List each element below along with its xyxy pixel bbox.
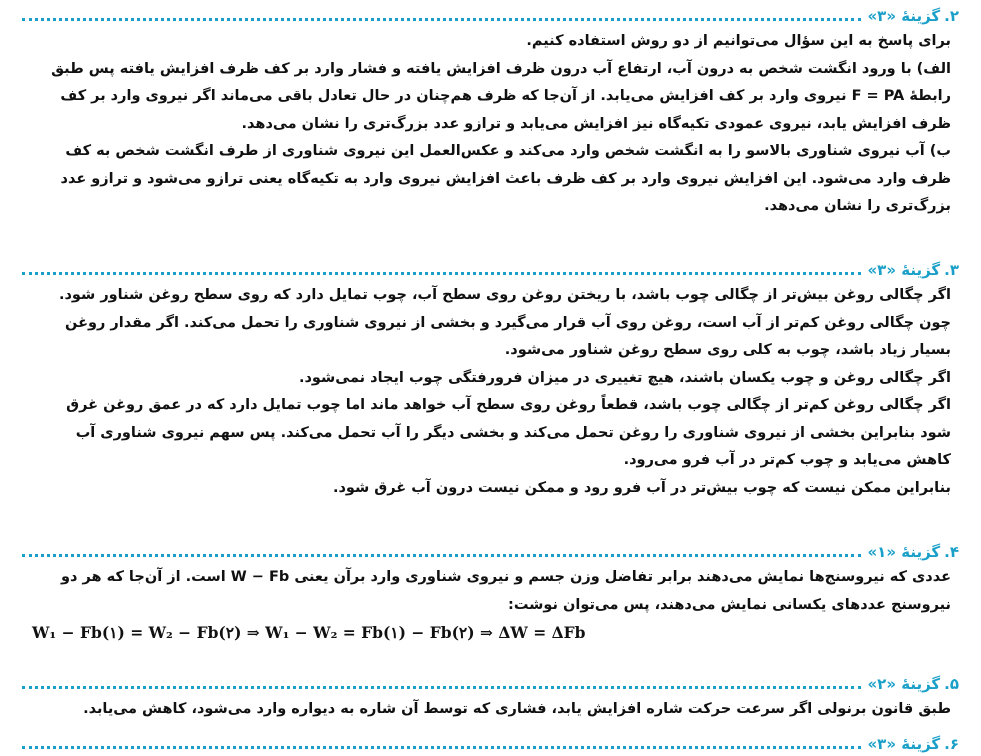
section-header <box>22 732 959 756</box>
question-number: ۲. <box>944 7 959 25</box>
text-line: طبق قانون برنولی اگر سرعت حرکت شاره افزایش یابد، فشاری که توسط آن شاره به دیواره وارد می‌شود، کاهش می‌یابد. <box>83 701 951 717</box>
text-line: اگر چگالی روغن و چوب یکسان باشند، هیچ تغییری در میزان فرورفتگی چوب ایجاد نمی‌شود. <box>298 369 951 386</box>
text-line: بسیار زیاد باشد، چوب به کلی روی سطح روغن شناور می‌شود. <box>504 342 951 358</box>
question-number: ۶. <box>944 735 959 753</box>
dotted-divider <box>22 686 861 689</box>
section-body <box>22 564 959 619</box>
text-line: چون چگالی روغن کم‌تر از آب است، روغن روی آب قرار می‌گیرد و بخشی از نیروی شناوری را تحمل می‌کند. اگر مقدار روغن <box>65 314 951 331</box>
section-header <box>22 540 959 564</box>
answer-section-2 <box>22 4 959 221</box>
text-line: ظرف وارد می‌شود. این افزایش نیروی وارد بر کف ظرف باعث افزایش نیروی وارد به تکیه‌گاه یعنی ترازو می‌شود و ترازو عدد <box>60 170 951 187</box>
dotted-divider <box>22 746 861 749</box>
text-line: نیروسنج عددهای یکسانی نمایش می‌دهند، پس می‌توان نوشت: <box>508 596 951 613</box>
text-line: ب) آب نیروی شناوری بالاسو را به انگشت شخص وارد می‌کند و عکس‌العمل این نیروی شناوری از طرف انگشت شخص به کف <box>65 143 951 159</box>
answer-section-3 <box>22 258 959 502</box>
text-line: کاهش می‌یابد و چوب کم‌تر در آب فرو می‌رود. <box>623 452 951 468</box>
answer-section-5 <box>22 672 959 724</box>
text-line: اگر چگالی روغن کم‌تر از چگالی چوب باشد، قطعاً روغن روی سطح آب خواهد ماند اما چوب تمایل دارد که در عمق روغن غرق <box>66 397 951 413</box>
text-line: الف) با ورود انگشت شخص به درون آب، ارتفاع آب درون ظرف افزایش یافته و فشار وارد بر کف ظرف افزایش یافته پس طبق <box>51 60 951 77</box>
text-line: عددی که نیروسنج‌ها نمایش می‌دهند برابر تفاضل وزن جسم و نیروی شناوری وارد برآن یعنی W − Fb است. از آن‌جا که هر دو <box>61 569 951 585</box>
text-line: بنابراین ممکن نیست که چوب بیش‌تر در آب فرو رود و ممکن نیست درون آب غرق شود. <box>332 479 951 496</box>
answer-choice: گزینهٔ «۲» <box>867 675 941 693</box>
section-body <box>22 282 959 502</box>
answer-choice: گزینهٔ «۳» <box>867 735 941 753</box>
formula-line: W₁ − Fb(۱) = W₂ − Fb(۲) ⇒ W₁ − W₂ = Fb(۱) − Fb(۲) ⇒ ΔW = ΔFb <box>32 623 586 642</box>
text-line: بزرگ‌تری را نشان می‌دهد. <box>764 198 951 214</box>
dotted-divider <box>22 272 861 275</box>
dotted-divider <box>22 18 861 21</box>
answer-section-4 <box>22 540 959 647</box>
answer-choice: گزینهٔ «۳» <box>867 261 941 279</box>
answer-choice: گزینهٔ «۳» <box>867 7 941 25</box>
text-line: شود بنابراین بخشی از نیروی شناوری را روغن تحمل می‌کند و بخشی دیگر را آب تحمل می‌کند. پس سهم نیروی شناوری آب <box>75 424 951 441</box>
section-header <box>22 672 959 696</box>
answer-section-6 <box>22 732 959 756</box>
text-line: برای پاسخ به این سؤال می‌توانیم از دو روش استفاده کنیم. <box>526 33 951 49</box>
section-body <box>22 28 959 221</box>
question-number: ۳. <box>944 261 959 279</box>
question-number: ۵. <box>944 675 959 693</box>
text-line: رابطهٔ F = PA نیروی وارد بر کف افزایش می‌یابد. از آن‌جا که ظرف هم‌چنان در حال تعادل باقی می‌ماند اگر نیروی وارد بر کف <box>60 88 951 104</box>
text-line: ظرف افزایش یابد، نیروی عمودی تکیه‌گاه نیز افزایش می‌یابد و ترازو عدد بزرگ‌تری را نشان می‌دهد. <box>241 115 951 132</box>
text-line: اگر چگالی روغن بیش‌تر از چگالی چوب باشد، با ریختن روغن روی سطح آب، چوب تمایل دارد که روی سطح روغن شناور شود. <box>58 287 951 303</box>
dotted-divider <box>22 554 861 557</box>
answer-choice: گزینهٔ «۱» <box>867 543 941 561</box>
section-header <box>22 4 959 28</box>
question-number: ۴. <box>944 543 959 561</box>
section-header <box>22 258 959 282</box>
section-body <box>22 696 959 724</box>
